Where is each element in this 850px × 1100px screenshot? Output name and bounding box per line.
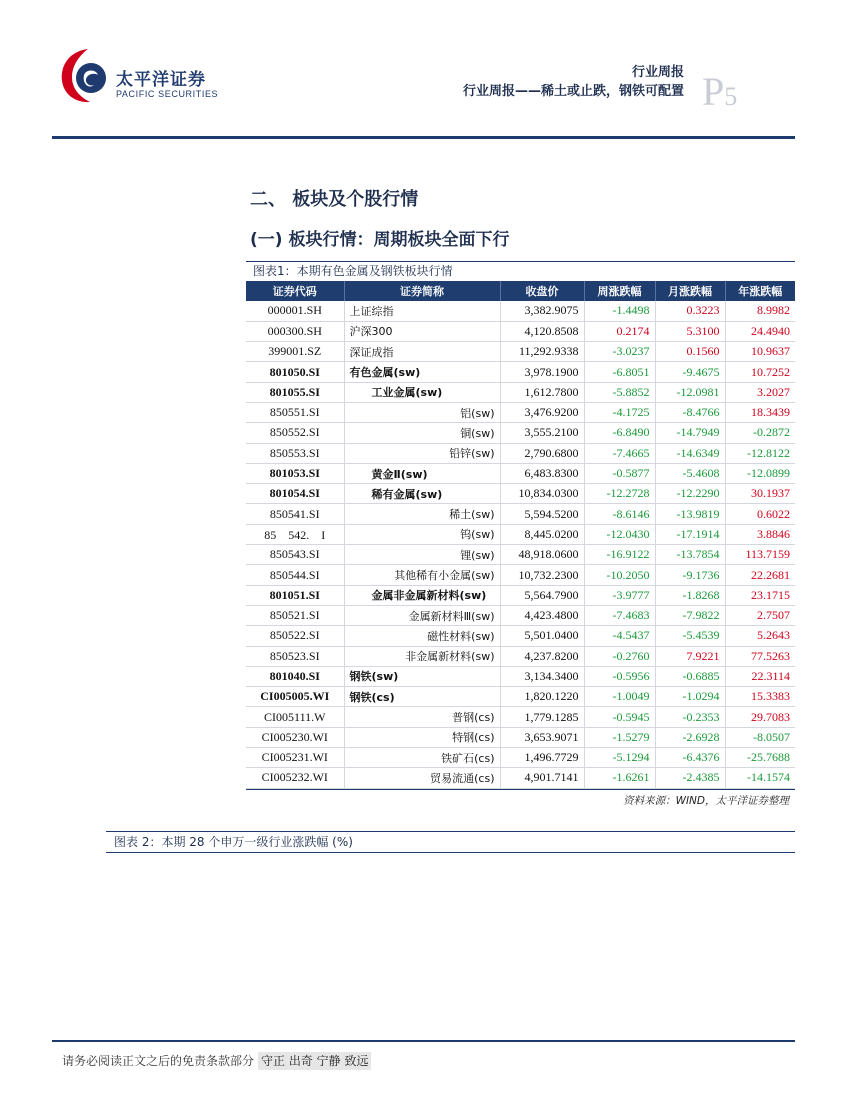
year-change-cell: 30.1937: [725, 484, 795, 504]
security-name-cell: 非金属新材料(sw): [344, 646, 500, 666]
column-header: 收盘价: [500, 281, 584, 301]
table-header-row: [246, 281, 795, 301]
close-price-cell: 3,978.1900: [500, 362, 584, 382]
week-change-cell: -1.6261: [584, 768, 655, 788]
table-row: [246, 362, 795, 382]
table-row: [246, 768, 795, 788]
close-price-cell: 4,423.4800: [500, 605, 584, 625]
close-price-cell: 3,134.3400: [500, 666, 584, 686]
year-change-cell: -14.1574: [725, 768, 795, 788]
month-change-cell: -13.7854: [655, 545, 725, 565]
close-price-cell: 3,476.9200: [500, 402, 584, 422]
month-change-cell: -17.1914: [655, 524, 725, 544]
month-change-cell: -5.4539: [655, 626, 725, 646]
table-row: [246, 585, 795, 605]
table-row: [246, 524, 795, 544]
week-change-cell: -4.5437: [584, 626, 655, 646]
security-code-cell: 801040.SI: [246, 666, 344, 686]
table-caption: 图表1：本期有色金属及钢铁板块行情: [246, 261, 795, 281]
year-change-cell: -0.2872: [725, 423, 795, 443]
week-change-cell: -0.2760: [584, 646, 655, 666]
table-row: [246, 727, 795, 747]
month-change-cell: 0.3223: [655, 301, 725, 321]
security-code-cell: 000001.SH: [246, 301, 344, 321]
table-row: [246, 423, 795, 443]
week-change-cell: -16.9122: [584, 545, 655, 565]
week-change-cell: -12.0430: [584, 524, 655, 544]
security-name-cell: 钢铁(cs): [344, 687, 500, 707]
year-change-cell: 15.3383: [725, 687, 795, 707]
security-name-cell: 磁性材料(sw): [344, 626, 500, 646]
security-code-cell: 801053.SI: [246, 463, 344, 483]
month-change-cell: 5.3100: [655, 321, 725, 341]
report-category: 行业周报: [631, 65, 684, 80]
close-price-cell: 10,732.2300: [500, 565, 584, 585]
security-name-cell: 金属新材料Ⅲ(sw): [344, 605, 500, 625]
year-change-cell: -8.0507: [725, 727, 795, 747]
column-header: 证券简称: [344, 281, 500, 301]
security-code-cell: 801051.SI: [246, 585, 344, 605]
table-row: [246, 443, 795, 463]
brand-name-en: PACIFIC SECURITIES: [116, 89, 219, 99]
column-header: 周涨跌幅: [584, 281, 655, 301]
security-name-cell: 上证综指: [344, 301, 500, 321]
close-price-cell: 3,555.2100: [500, 423, 584, 443]
year-change-cell: 29.7083: [725, 707, 795, 727]
security-name-cell: 铁矿石(cs): [344, 748, 500, 768]
week-change-cell: -5.8852: [584, 382, 655, 402]
table-source-note: 资料来源：WIND，太平洋证券整理: [623, 794, 789, 807]
security-name-cell: 特钢(cs): [344, 727, 500, 747]
security-name-cell: 其他稀有小金属(sw): [344, 565, 500, 585]
close-price-cell: 1,779.1285: [500, 707, 584, 727]
page-number: P5: [702, 69, 738, 114]
table-row: [246, 707, 795, 727]
company-logo: [58, 45, 228, 105]
security-name-cell: 黄金Ⅱ(sw): [344, 463, 500, 483]
sector-performance-table: [246, 261, 795, 808]
security-name-cell: 金属非金属新材料(sw): [344, 585, 500, 605]
year-change-cell: 8.9982: [725, 301, 795, 321]
month-change-cell: -2.6928: [655, 727, 725, 747]
year-change-cell: -12.0899: [725, 463, 795, 483]
security-code-cell: CI005005.WI: [246, 687, 344, 707]
figure-caption: 图表 2：本期 28 个申万一级行业涨跌幅 (%): [106, 831, 795, 853]
table-row: [246, 301, 795, 321]
security-code-cell: 850522.SI: [246, 626, 344, 646]
close-price-cell: 5,564.7900: [500, 585, 584, 605]
security-name-cell: 贸易流通(cs): [344, 768, 500, 788]
security-code-cell: 000300.SH: [246, 321, 344, 341]
security-code-cell: 850543.SI: [246, 545, 344, 565]
security-code-cell: 85 542. I: [246, 524, 344, 544]
week-change-cell: -6.8051: [584, 362, 655, 382]
year-change-cell: 113.7159: [725, 545, 795, 565]
column-header: 证券代码: [246, 281, 344, 301]
year-change-cell: 24.4940: [725, 321, 795, 341]
month-change-cell: -12.2290: [655, 484, 725, 504]
week-change-cell: -0.5956: [584, 666, 655, 686]
security-name-cell: 钨(sw): [344, 524, 500, 544]
year-change-cell: -25.7688: [725, 748, 795, 768]
close-price-cell: 3,382.9075: [500, 301, 584, 321]
close-price-cell: 1,820.1220: [500, 687, 584, 707]
week-change-cell: -10.2050: [584, 565, 655, 585]
table-row: [246, 565, 795, 585]
column-header: 月涨跌幅: [655, 281, 725, 301]
month-change-cell: -1.8268: [655, 585, 725, 605]
security-name-cell: 深证成指: [344, 342, 500, 362]
week-change-cell: -1.5279: [584, 727, 655, 747]
pacific-logo-icon: [58, 45, 112, 105]
week-change-cell: -4.1725: [584, 402, 655, 422]
close-price-cell: 2,790.6800: [500, 443, 584, 463]
security-name-cell: 普钢(cs): [344, 707, 500, 727]
week-change-cell: -6.8490: [584, 423, 655, 443]
table-row: [246, 484, 795, 504]
security-name-cell: 锂(sw): [344, 545, 500, 565]
month-change-cell: -0.6885: [655, 666, 725, 686]
table-row: [246, 382, 795, 402]
security-code-cell: CI005230.WI: [246, 727, 344, 747]
security-code-cell: 850523.SI: [246, 646, 344, 666]
section-heading: 二、 板块及个股行情: [250, 189, 419, 210]
close-price-cell: 1,612.7800: [500, 382, 584, 402]
close-price-cell: 4,237.8200: [500, 646, 584, 666]
year-change-cell: 77.5263: [725, 646, 795, 666]
month-change-cell: -0.2353: [655, 707, 725, 727]
security-code-cell: 399001.SZ: [246, 342, 344, 362]
close-price-cell: 8,445.0200: [500, 524, 584, 544]
close-price-cell: 4,901.7141: [500, 768, 584, 788]
footer-divider: [52, 1040, 795, 1042]
table-row: [246, 605, 795, 625]
month-change-cell: -5.4608: [655, 463, 725, 483]
year-change-cell: 5.2643: [725, 626, 795, 646]
security-name-cell: 有色金属(sw): [344, 362, 500, 382]
year-change-cell: 3.2027: [725, 382, 795, 402]
table-row: [246, 545, 795, 565]
security-name-cell: 钢铁(sw): [344, 666, 500, 686]
table-row: [246, 342, 795, 362]
security-name-cell: 铜(sw): [344, 423, 500, 443]
week-change-cell: -3.0237: [584, 342, 655, 362]
month-change-cell: -9.1736: [655, 565, 725, 585]
column-header: 年涨跌幅: [725, 281, 795, 301]
month-change-cell: -6.4376: [655, 748, 725, 768]
security-code-cell: 850551.SI: [246, 402, 344, 422]
month-change-cell: -14.6349: [655, 443, 725, 463]
close-price-cell: 10,834.0300: [500, 484, 584, 504]
month-change-cell: 7.9221: [655, 646, 725, 666]
year-change-cell: 22.3114: [725, 666, 795, 686]
data-table: [246, 281, 795, 789]
security-code-cell: 850544.SI: [246, 565, 344, 585]
year-change-cell: 0.6022: [725, 504, 795, 524]
security-code-cell: CI005232.WI: [246, 768, 344, 788]
security-code-cell: 850541.SI: [246, 504, 344, 524]
week-change-cell: -3.9777: [584, 585, 655, 605]
security-name-cell: 铅锌(sw): [344, 443, 500, 463]
year-change-cell: 22.2681: [725, 565, 795, 585]
subsection-heading: (一) 板块行情：周期板块全面下行: [250, 230, 510, 250]
year-change-cell: -12.8122: [725, 443, 795, 463]
report-title: 行业周报——稀土或止跌，钢铁可配置: [462, 84, 684, 99]
year-change-cell: 18.3439: [725, 402, 795, 422]
security-name-cell: 稀土(sw): [344, 504, 500, 524]
week-change-cell: 0.2174: [584, 321, 655, 341]
close-price-cell: 11,292.9338: [500, 342, 584, 362]
table-row: [246, 321, 795, 341]
brand-name-cn: 太平洋证券: [116, 70, 206, 90]
close-price-cell: 4,120.8508: [500, 321, 584, 341]
close-price-cell: 5,501.0400: [500, 626, 584, 646]
security-name-cell: 工业金属(sw): [344, 382, 500, 402]
security-code-cell: 850521.SI: [246, 605, 344, 625]
week-change-cell: -7.4665: [584, 443, 655, 463]
week-change-cell: -8.6146: [584, 504, 655, 524]
week-change-cell: -0.5877: [584, 463, 655, 483]
month-change-cell: -2.4385: [655, 768, 725, 788]
security-code-cell: 850552.SI: [246, 423, 344, 443]
year-change-cell: 10.7252: [725, 362, 795, 382]
year-change-cell: 10.9637: [725, 342, 795, 362]
year-change-cell: 3.8846: [725, 524, 795, 544]
close-price-cell: 48,918.0600: [500, 545, 584, 565]
security-code-cell: 801050.SI: [246, 362, 344, 382]
table-body: [246, 301, 795, 788]
week-change-cell: -1.4498: [584, 301, 655, 321]
year-change-cell: 2.7507: [725, 605, 795, 625]
close-price-cell: 1,496.7729: [500, 748, 584, 768]
disclaimer-text: 请务必阅读正文之后的免责条款部分: [62, 1054, 255, 1068]
table-row: [246, 748, 795, 768]
table-row: [246, 687, 795, 707]
month-change-cell: -14.7949: [655, 423, 725, 443]
table-row: [246, 626, 795, 646]
month-change-cell: -13.9819: [655, 504, 725, 524]
header-divider: [52, 136, 795, 139]
security-code-cell: 801055.SI: [246, 382, 344, 402]
security-name-cell: 铝(sw): [344, 402, 500, 422]
security-name-cell: 沪深300: [344, 321, 500, 341]
table-row: [246, 504, 795, 524]
month-change-cell: -12.0981: [655, 382, 725, 402]
table-row: [246, 463, 795, 483]
week-change-cell: -7.4683: [584, 605, 655, 625]
week-change-cell: -12.2728: [584, 484, 655, 504]
security-name-cell: 稀有金属(sw): [344, 484, 500, 504]
month-change-cell: -9.4675: [655, 362, 725, 382]
month-change-cell: -1.0294: [655, 687, 725, 707]
month-change-cell: 0.1560: [655, 342, 725, 362]
security-code-cell: CI005111.W: [246, 707, 344, 727]
close-price-cell: 5,594.5200: [500, 504, 584, 524]
close-price-cell: 3,653.9071: [500, 727, 584, 747]
security-code-cell: CI005231.WI: [246, 748, 344, 768]
year-change-cell: 23.1715: [725, 585, 795, 605]
month-change-cell: -8.4766: [655, 402, 725, 422]
close-price-cell: 6,483.8300: [500, 463, 584, 483]
footer: [62, 1052, 371, 1069]
company-slogan: 守正 出奇 宁静 致远: [258, 1052, 371, 1070]
week-change-cell: -5.1294: [584, 748, 655, 768]
week-change-cell: -0.5945: [584, 707, 655, 727]
week-change-cell: -1.0049: [584, 687, 655, 707]
security-code-cell: 801054.SI: [246, 484, 344, 504]
month-change-cell: -7.9822: [655, 605, 725, 625]
security-code-cell: 850553.SI: [246, 443, 344, 463]
table-row: [246, 666, 795, 686]
table-row: [246, 646, 795, 666]
table-row: [246, 402, 795, 422]
